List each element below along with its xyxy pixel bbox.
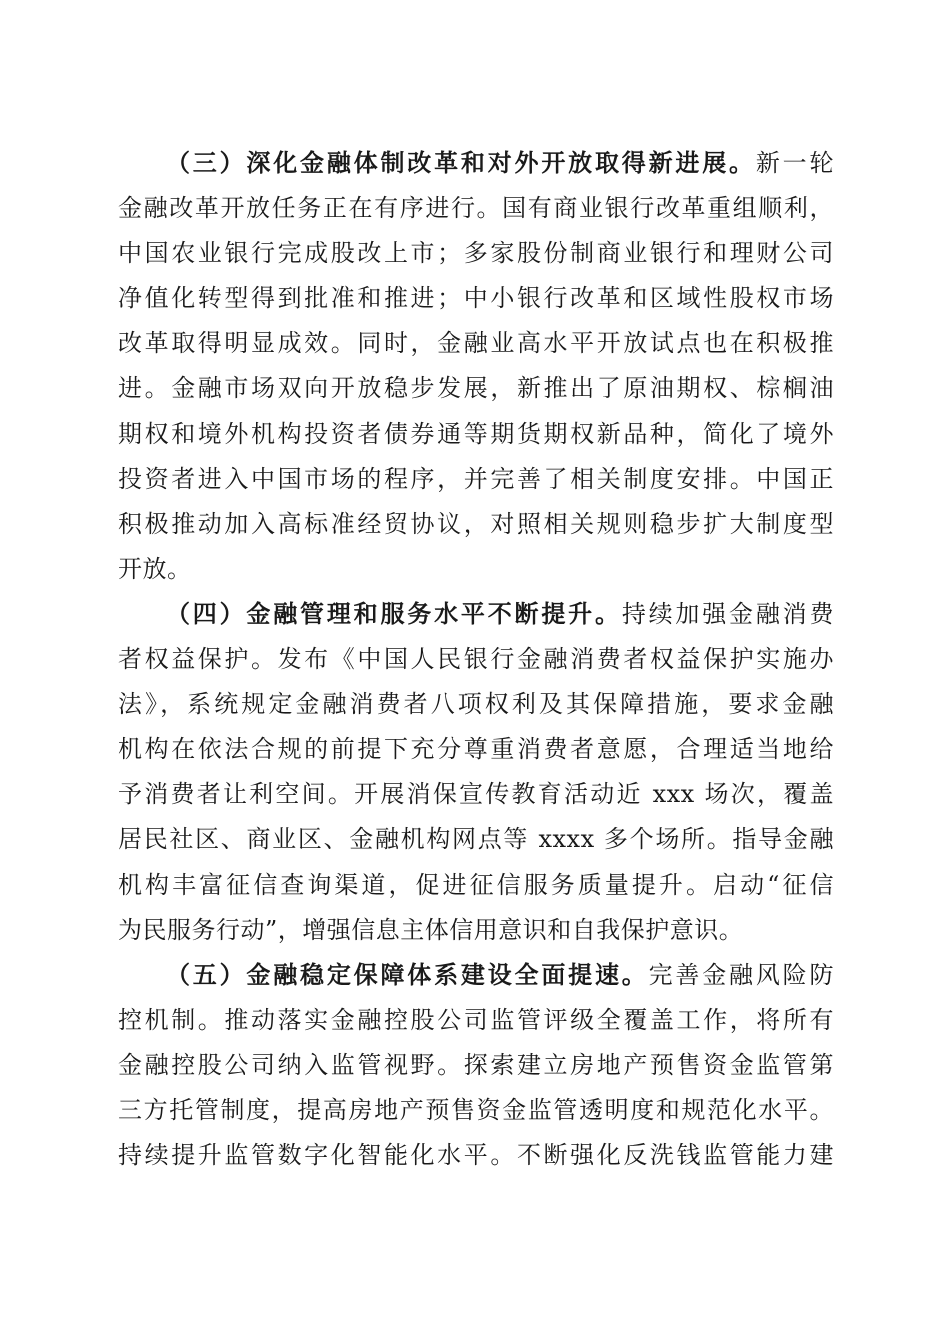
paragraph-4-line: 者权益保护。发布《中国人民银行金融消费者权益保护实施办	[118, 645, 834, 674]
paragraph-3-line: 中国农业银行完成股改上市；多家股份制商业银行和理财公司	[118, 239, 834, 268]
paragraph-4-line: 予消费者让利空间。开展消保宣传教育活动近 xxx 场次，覆盖	[118, 780, 834, 809]
paragraph-5-line: 三方托管制度，提高房地产预售资金监管透明度和规范化水平。	[118, 1095, 834, 1124]
paragraph-4-line: 机构丰富征信查询渠道，促进征信服务质量提升。启动“征信	[118, 870, 834, 899]
paragraph-4-line: 法》，系统规定金融消费者八项权利及其保障措施，要求金融	[118, 690, 834, 719]
paragraph-4-text: 持续加强金融消费	[621, 599, 834, 628]
paragraph-3-first-line	[118, 141, 834, 186]
paragraph-5-heading: （五）金融稳定保障体系建设全面提速。	[166, 960, 649, 989]
paragraph-5-first-line	[118, 953, 834, 998]
paragraph-3-line: 改革取得明显成效。同时，金融业高水平开放试点也在积极推	[118, 329, 834, 358]
paragraph-5-text: 完善金融风险防	[648, 960, 834, 989]
paragraph-3-line: 进。金融市场双向开放稳步发展，新推出了原油期权、棕榈油	[118, 374, 834, 403]
paragraph-4-line: 为民服务行动”，增强信息主体信用意识和自我保护意识。	[118, 915, 744, 944]
paragraph-4-line: 机构在依法合规的前提下充分尊重消费者意愿，合理适当地给	[118, 735, 834, 764]
paragraph-5-line: 持续提升监管数字化智能化水平。不断强化反洗钱监管能力建	[118, 1141, 834, 1170]
paragraph-5-line: 金融控股公司纳入监管视野。探索建立房地产预售资金监管第	[118, 1050, 834, 1079]
paragraph-3-text: 新一轮	[755, 149, 834, 177]
paragraph-5-line: 控机制。推动落实金融控股公司监管评级全覆盖工作，将所有	[118, 1005, 834, 1034]
paragraph-4-heading: （四）金融管理和服务水平不断提升。	[166, 599, 622, 628]
paragraph-3-line: 金融改革开放任务正在有序进行。国有商业银行改革重组顺利，	[118, 194, 834, 223]
paragraph-3-line: 期权和境外机构投资者债券通等期货期权新品种，简化了境外	[118, 419, 834, 448]
paragraph-3-line: 净值化转型得到批准和推进；中小银行改革和区域性股权市场	[118, 284, 834, 313]
paragraph-3-line: 投资者进入中国市场的程序，并完善了相关制度安排。中国正	[118, 464, 834, 493]
paragraph-4-line: 居民社区、商业区、金融机构网点等 xxxx 多个场所。指导金融	[118, 825, 834, 854]
paragraph-3-line: 开放。	[118, 554, 192, 583]
paragraph-3-line: 积极推动加入高标准经贸协议，对照相关规则稳步扩大制度型	[118, 509, 834, 538]
paragraph-3-heading: （三）深化金融体制改革和对外开放取得新进展。	[166, 149, 756, 177]
paragraph-4-first-line	[118, 592, 834, 637]
document-body	[118, 141, 834, 1178]
